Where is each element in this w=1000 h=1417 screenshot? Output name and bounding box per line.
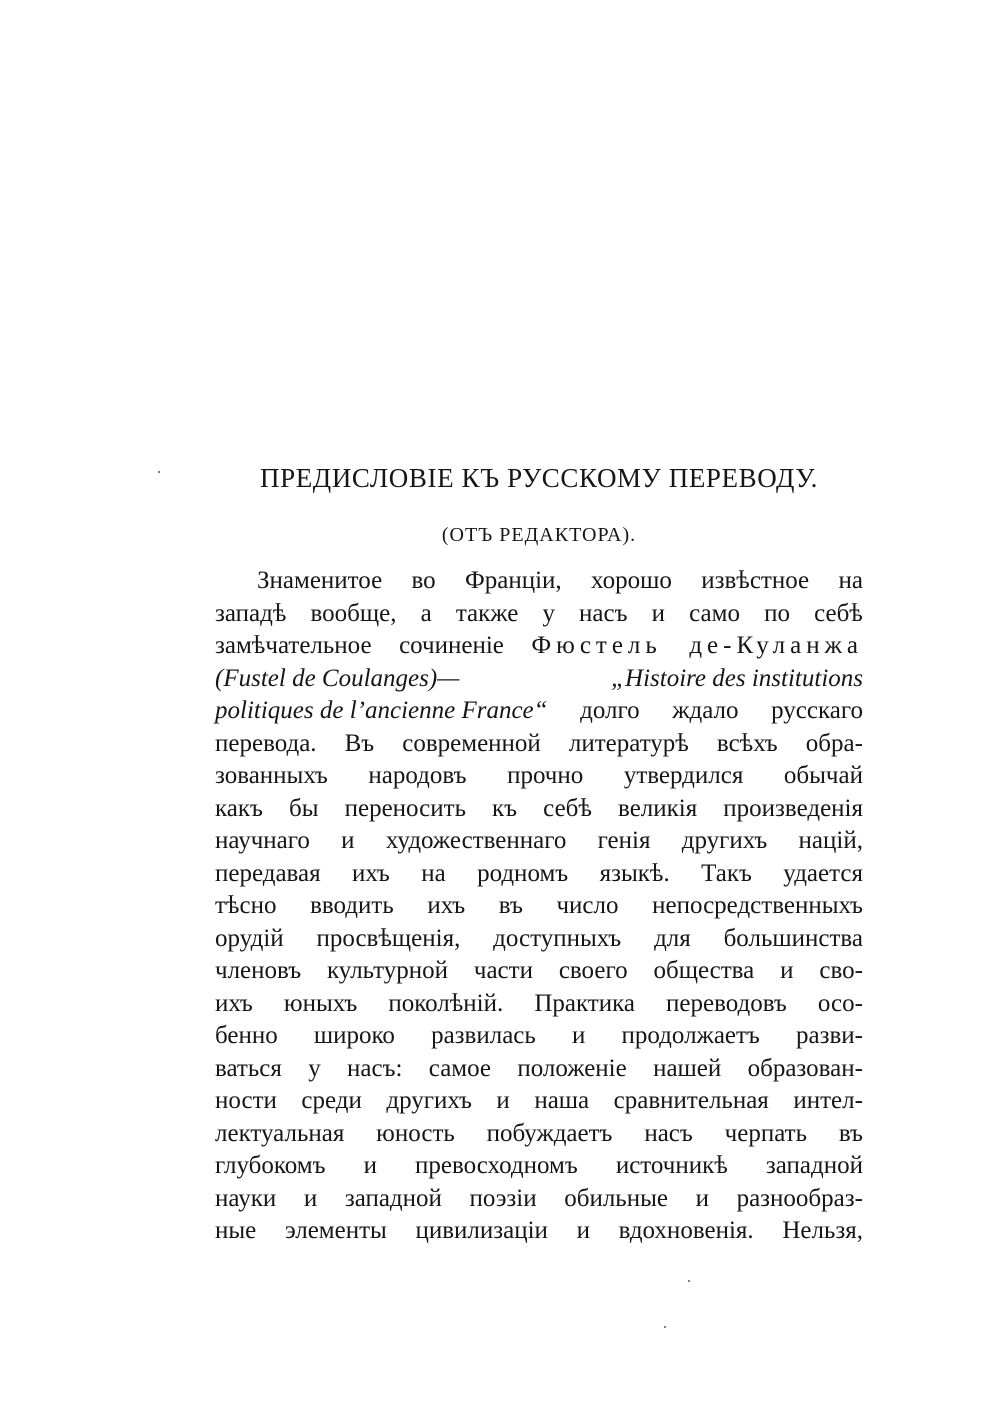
word: ности <box>215 1087 277 1114</box>
word: насъ <box>579 599 628 627</box>
word: русскаго <box>771 697 863 724</box>
word: осо- <box>817 989 863 1017</box>
word: разнообраз- <box>736 1184 863 1212</box>
word: долго <box>580 697 640 724</box>
word: хорошо <box>591 567 672 594</box>
word: для <box>654 924 691 952</box>
italic-phrase: politiques de l’ancienne France“ <box>215 697 548 724</box>
word: сво- <box>819 957 863 984</box>
word: юность <box>376 1119 455 1147</box>
word: другихъ <box>386 1087 472 1114</box>
word: непосредственныхъ <box>652 892 863 919</box>
text-line <box>215 890 863 923</box>
word: у <box>308 1054 321 1082</box>
word: и <box>496 1087 510 1114</box>
text-line <box>215 663 863 696</box>
word: тѣсно <box>215 892 277 919</box>
word: художественнаго <box>385 827 567 854</box>
text-line <box>215 1020 863 1053</box>
word: насъ: <box>347 1054 403 1082</box>
word: части <box>473 957 533 984</box>
word: юныхъ <box>283 989 358 1017</box>
word: и <box>576 1217 590 1244</box>
word: ихъ <box>427 892 466 919</box>
word: въ <box>498 892 523 919</box>
word: превосходномъ <box>415 1152 578 1179</box>
word: поколѣній. <box>388 989 504 1017</box>
scan-speck <box>664 1326 666 1328</box>
word: западѣ <box>215 599 287 627</box>
word: Знаменитое <box>257 567 383 594</box>
page-subtitle: (ОТЪ РЕДАКТОРА). <box>441 524 637 546</box>
word: цивилизаціи <box>415 1217 548 1244</box>
text-line <box>215 695 863 728</box>
word: наша <box>534 1087 590 1114</box>
word: удается <box>783 859 863 887</box>
word: побуждаетъ <box>486 1119 613 1147</box>
word: замѣчательное <box>215 632 372 659</box>
word: широко <box>313 1022 395 1049</box>
word: просвѣщенія, <box>316 924 461 952</box>
word: среди <box>301 1087 362 1114</box>
word: положеніе <box>517 1054 627 1082</box>
word: лектуальная <box>215 1119 345 1147</box>
text-line <box>215 955 863 988</box>
word: доступныхъ <box>493 924 622 952</box>
word: обра- <box>805 729 863 757</box>
text-line <box>215 630 863 663</box>
word: членовъ <box>215 957 302 984</box>
word: прочно <box>507 762 584 789</box>
word: и <box>303 1184 318 1212</box>
word: Франціи, <box>465 567 562 594</box>
text-line <box>215 1183 863 1216</box>
word: обильные <box>564 1184 668 1212</box>
word: народовъ <box>368 762 467 789</box>
word: другихъ <box>681 827 768 854</box>
word: большинства <box>723 924 863 952</box>
word: ихъ <box>215 989 253 1017</box>
word: насъ <box>644 1119 693 1147</box>
word: орудій <box>215 924 284 952</box>
text-line <box>215 1085 863 1118</box>
word: у <box>542 599 555 627</box>
author-name-spaced: Фюстель <box>531 632 662 659</box>
word: литературѣ <box>568 729 689 757</box>
scan-speck <box>158 471 160 473</box>
text-line <box>215 728 863 761</box>
word: западной <box>344 1184 442 1212</box>
italic-phrase: (Fustel de Coulanges)— <box>215 664 460 692</box>
word: перевода. <box>215 729 317 757</box>
word: образован- <box>747 1054 863 1082</box>
word: языкѣ. <box>599 859 670 887</box>
word: культурной <box>327 957 448 984</box>
word: генія <box>597 827 651 854</box>
text-line <box>215 1215 863 1248</box>
word: Такъ <box>701 859 752 887</box>
word: число <box>556 892 619 919</box>
word: ные <box>215 1217 257 1244</box>
word: извѣстное <box>701 567 810 594</box>
word: утвердился <box>623 762 744 789</box>
word: всѣхъ <box>716 729 778 757</box>
word: какъ <box>215 794 263 822</box>
word: по <box>764 599 790 627</box>
word: вводить <box>310 892 394 919</box>
word: нашей <box>653 1054 722 1082</box>
word: зованныхъ <box>215 762 328 789</box>
word: своего <box>558 957 628 984</box>
word: интел- <box>793 1087 863 1114</box>
word: ихъ <box>352 859 390 887</box>
word: переносить <box>344 794 466 822</box>
word: развилась <box>431 1022 536 1049</box>
word: великія <box>618 794 698 822</box>
word: и <box>651 599 666 627</box>
word: самое <box>428 1054 492 1082</box>
word: на <box>838 567 863 594</box>
word: и <box>695 1184 709 1212</box>
word: глубокомъ <box>215 1152 326 1179</box>
text-line <box>215 760 863 793</box>
word: переводовъ <box>666 989 787 1017</box>
word: черпать <box>724 1119 807 1147</box>
author-name-spaced: де-Куланжа <box>689 632 863 659</box>
text-line <box>215 988 863 1021</box>
word: Практика <box>534 989 635 1017</box>
text-line <box>215 825 863 858</box>
text-line <box>215 1118 863 1151</box>
word: родномъ <box>477 859 569 887</box>
word: и <box>363 1152 377 1179</box>
word: вдохновенія. <box>618 1217 754 1244</box>
word: себѣ <box>814 599 863 627</box>
word: и <box>341 827 355 854</box>
word: общества <box>653 957 755 984</box>
word: бы <box>289 794 319 822</box>
text-line <box>215 923 863 956</box>
word: вообще, <box>310 599 397 627</box>
word: къ <box>492 794 518 822</box>
italic-phrase: „Histoire des institutions <box>611 664 863 692</box>
word: западной <box>765 1152 863 1179</box>
word: себѣ <box>543 794 592 822</box>
word: научнаго <box>215 827 310 854</box>
text-line <box>215 858 863 891</box>
word: передавая <box>215 859 321 887</box>
text-line <box>215 598 863 631</box>
word: поэзіи <box>469 1184 537 1212</box>
word: ваться <box>215 1054 282 1082</box>
word: націй, <box>798 827 863 854</box>
body-text <box>215 565 863 1248</box>
word: элементы <box>284 1217 387 1244</box>
text-line <box>215 565 863 598</box>
word: въ <box>838 1119 863 1147</box>
page-title: ПРЕДИСЛОВІЕ КЪ РУССКОМУ ПЕРЕВОДУ. <box>260 463 818 493</box>
word: и <box>780 957 794 984</box>
word: а <box>420 599 432 627</box>
scan-speck <box>688 1280 690 1282</box>
word: и <box>571 1022 586 1049</box>
word: на <box>421 859 446 887</box>
word: источникѣ <box>615 1152 728 1179</box>
word: ждало <box>672 697 739 724</box>
word: Нельзя, <box>782 1217 863 1244</box>
text-line <box>215 793 863 826</box>
text-line <box>215 1150 863 1183</box>
text-line <box>215 1053 863 1086</box>
word: также <box>455 599 519 627</box>
word: сравнительная <box>613 1087 769 1114</box>
word: современной <box>402 729 541 757</box>
word: сочиненіе <box>399 632 504 659</box>
word: обычай <box>783 762 863 789</box>
word: само <box>689 599 740 627</box>
word: во <box>411 567 436 594</box>
word: Въ <box>344 729 375 757</box>
word: науки <box>215 1184 277 1212</box>
word: бенно <box>215 1022 278 1049</box>
word: произведенія <box>723 794 863 822</box>
word: продолжаетъ <box>621 1022 760 1049</box>
word: разви- <box>796 1022 863 1049</box>
